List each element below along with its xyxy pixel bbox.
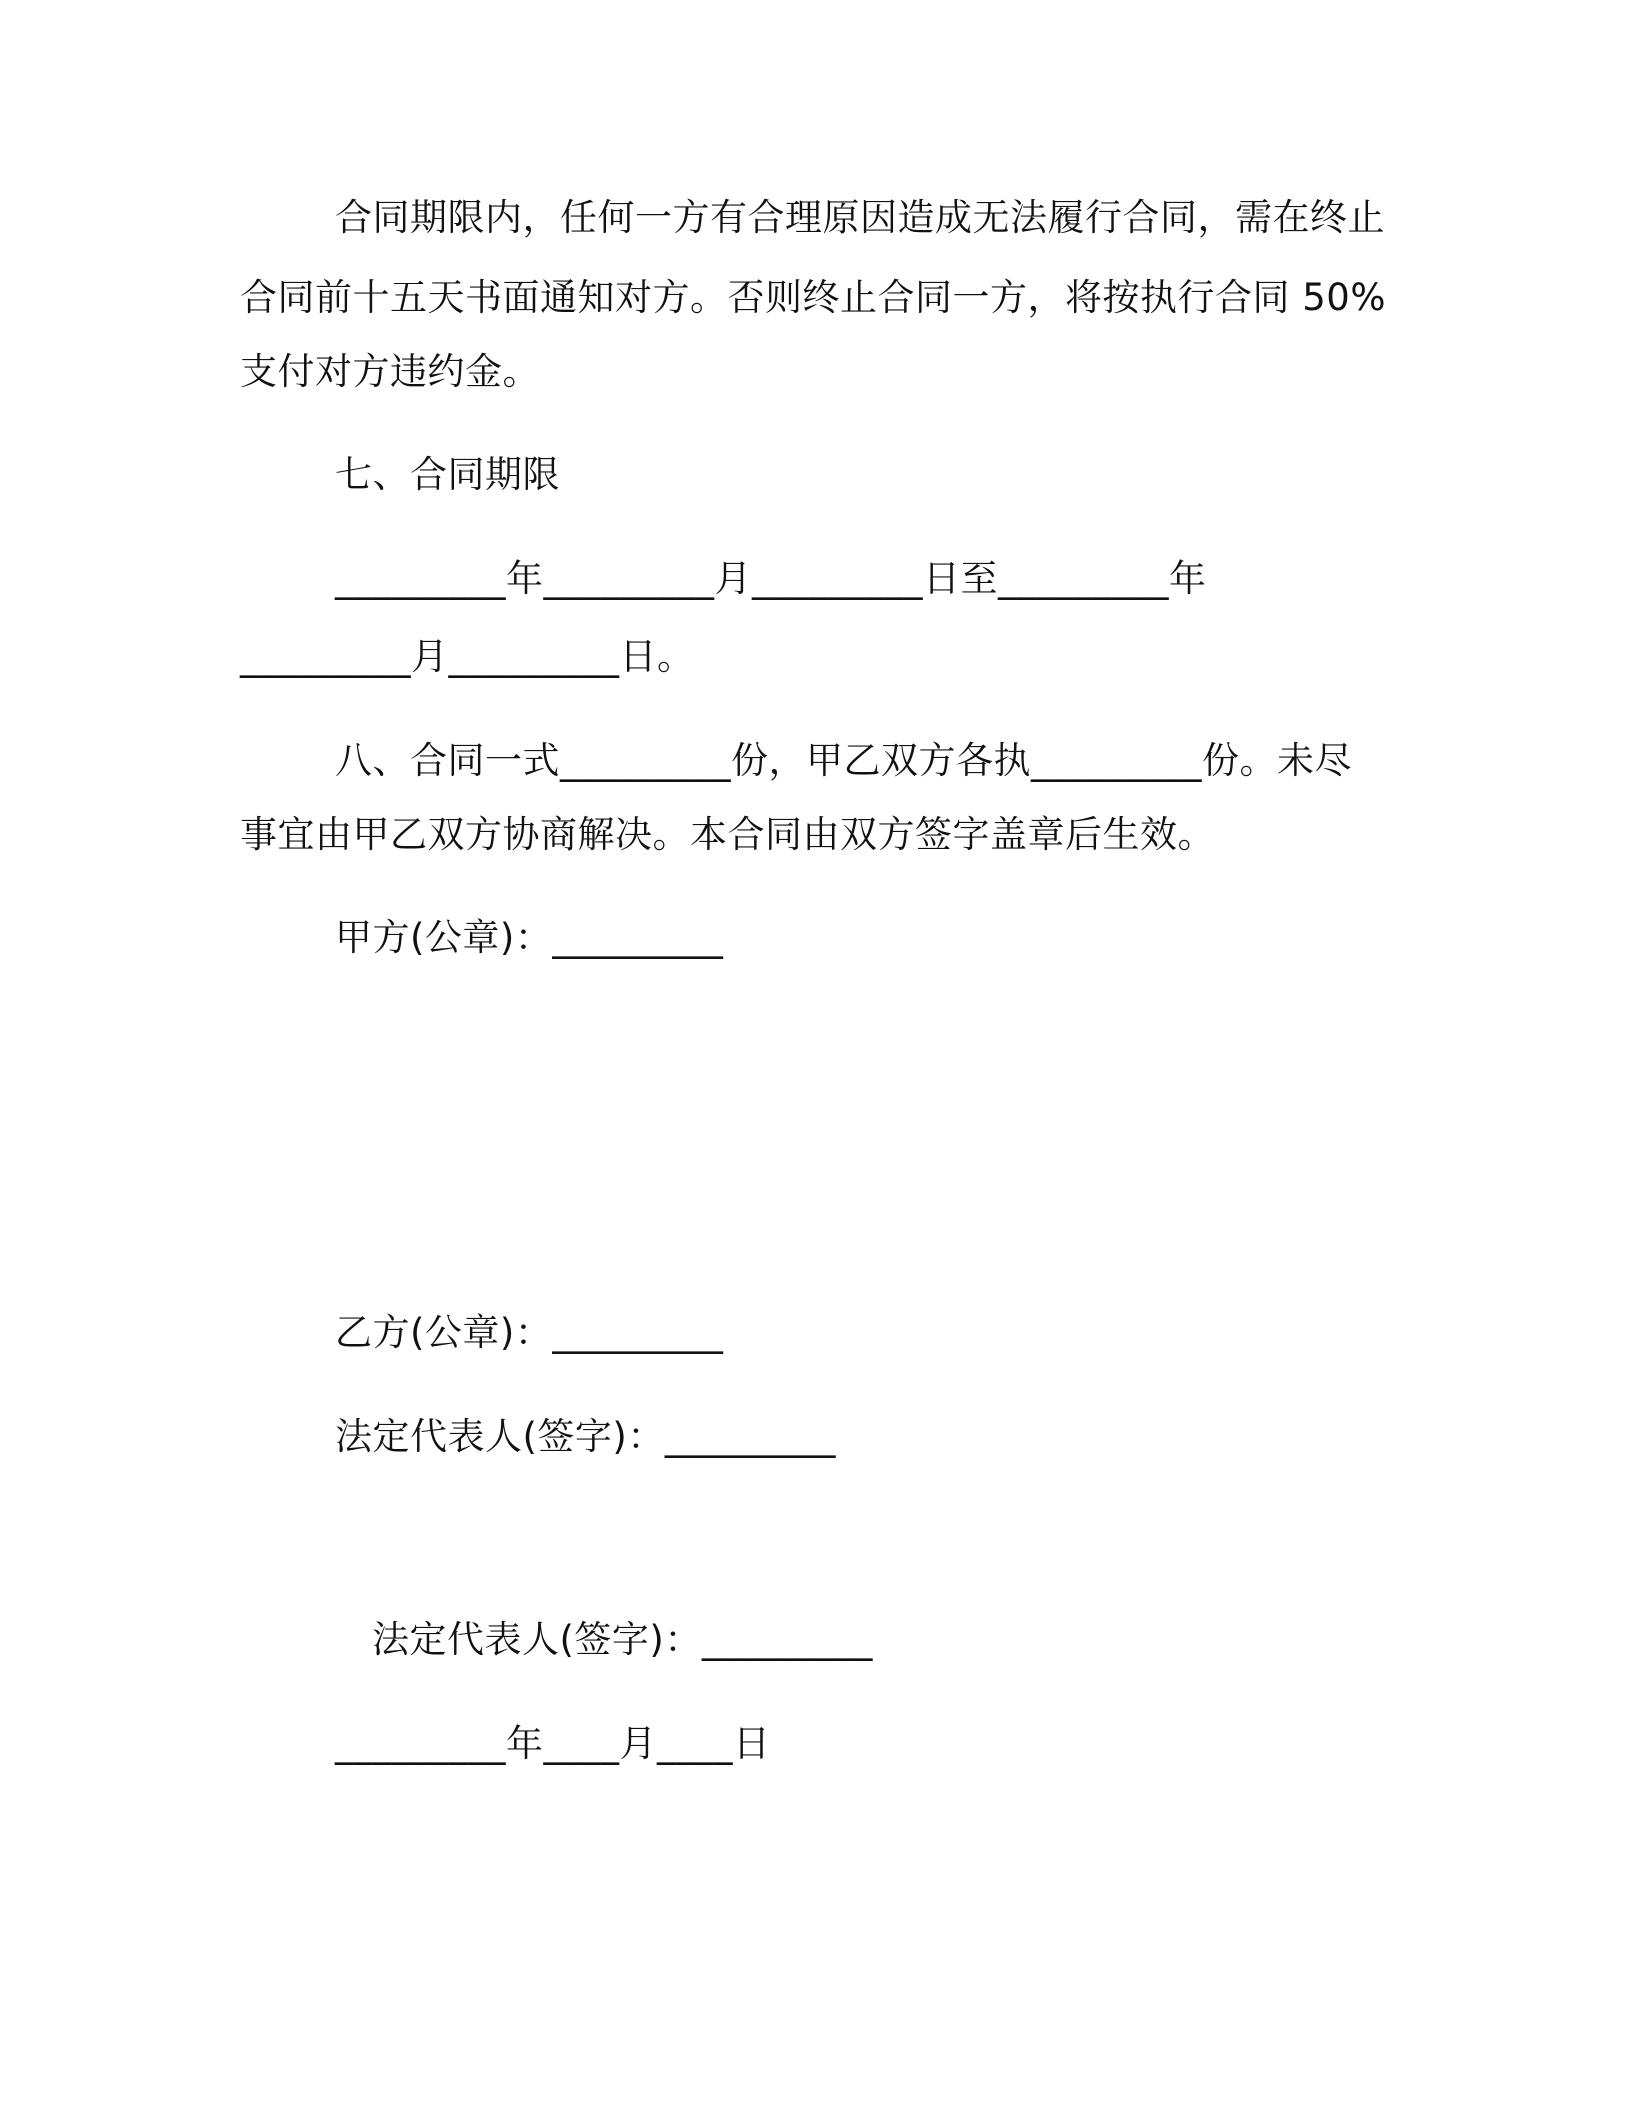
termination-line-1: 合同期限内，任何一方有合理原因造成无法履行合同，需在终止 — [335, 196, 1385, 239]
termination-line-2: 合同前十五天书面通知对方。否则终止合同一方，将按执行合同 50% — [240, 276, 1386, 319]
signing-date-line: _________年____月____日 — [335, 1722, 771, 1765]
contract-term-line-1: _________年_________月_________日至_________年 — [335, 557, 1207, 600]
contract-term-line-2: _________月_________日。 — [240, 635, 695, 678]
legal-representative-signature-2: 法定代表人(签字)：_________ — [372, 1618, 873, 1661]
legal-representative-signature-1: 法定代表人(签字)：_________ — [335, 1415, 836, 1458]
party-b-seal-line: 乙方(公章)：_________ — [335, 1311, 724, 1354]
section-8-line-1: 八、合同一式_________份，甲乙双方各执_________份。未尽 — [335, 739, 1352, 782]
termination-line-3: 支付对方违约金。 — [240, 350, 540, 393]
party-a-seal-line: 甲方(公章)：_________ — [335, 916, 724, 959]
section-8-line-2: 事宜由甲乙双方协商解决。本合同由双方签字盖章后生效。 — [240, 813, 1215, 856]
section-7-heading: 七、合同期限 — [335, 453, 560, 496]
